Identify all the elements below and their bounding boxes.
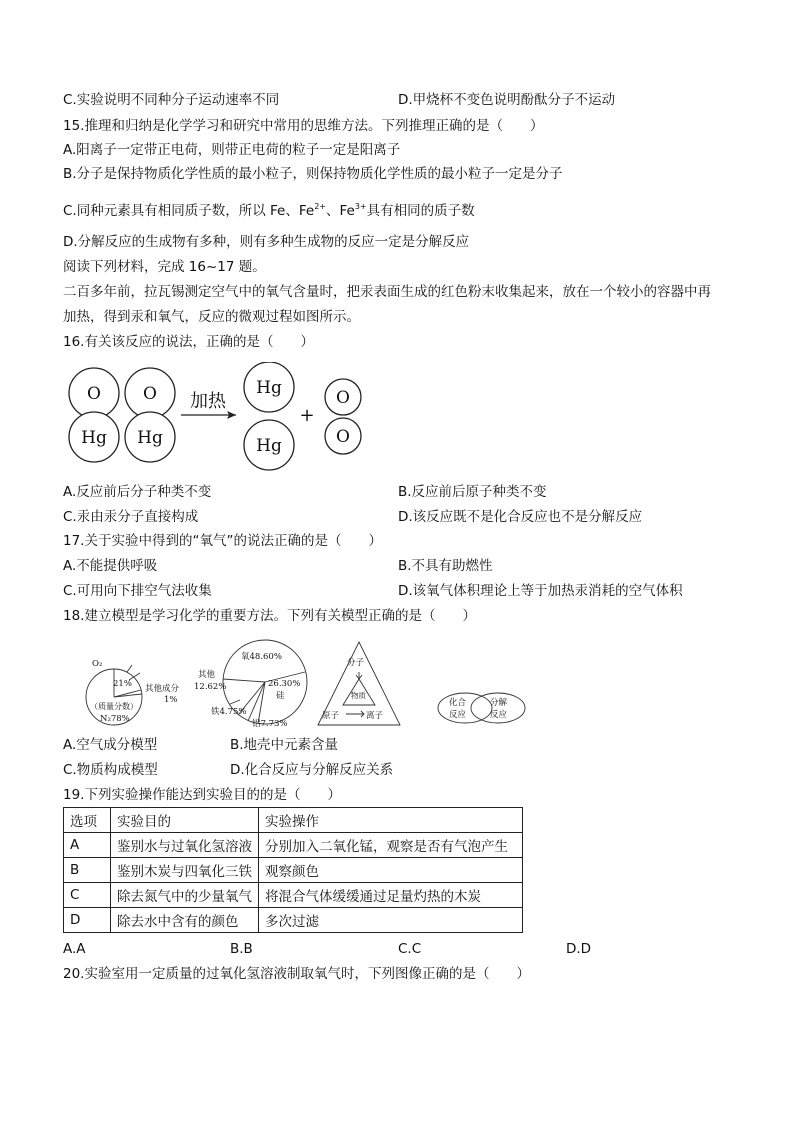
atom-o-2: O xyxy=(143,384,157,404)
q18-option-c: C.物质构成模型 xyxy=(63,762,158,778)
row-b-purpose: 鉴别木炭与四氧化三铁 xyxy=(111,858,259,883)
q18-model-figures xyxy=(80,632,530,734)
tri-atom: 原子 xyxy=(322,711,340,721)
air-other-label: 其他成分 xyxy=(145,684,180,694)
plus-sign: + xyxy=(299,405,315,426)
air-n2-label: N₂78% xyxy=(100,714,130,724)
q14-option-d: D.甲烧杯不变色说明酚酞分子不运动 xyxy=(398,92,616,108)
table-row xyxy=(64,833,523,858)
q19-stem: 19.下列实验操作能达到实验目的的是（ ） xyxy=(63,787,341,803)
q14-option-c: C.实验说明不同种分子运动速率不同 xyxy=(63,92,280,108)
row-b-operation: 观察颜色 xyxy=(259,858,523,883)
q15-option-a: A.阳离子一定带正电荷，则带正电荷的粒子一定是阳离子 xyxy=(63,142,401,158)
row-a-operation: 分别加入二氧化锰，观察是否有气泡产生 xyxy=(259,833,523,858)
table-row xyxy=(64,908,523,933)
q18-stem: 18.建立模型是学习化学的重要方法。下列有关模型正确的是（ ） xyxy=(63,608,476,624)
q17-option-d: D.该氧气体积理论上等于加热汞消耗的空气体积 xyxy=(398,583,683,599)
q19-option-a: A.A xyxy=(63,941,86,957)
atom-hg-3: Hg xyxy=(256,378,282,398)
atom-o-4: O xyxy=(336,427,350,447)
q17-option-a: A.不能提供呼吸 xyxy=(63,558,158,574)
row-d-option: D xyxy=(64,908,111,933)
table-row xyxy=(64,858,523,883)
material-intro: 阅读下列材料，完成 16~17 题。 xyxy=(63,259,266,275)
q16-option-d: D.该反应既不是化合反应也不是分解反应 xyxy=(398,509,643,525)
q19-option-c: C.C xyxy=(398,941,422,957)
q17-option-c: C.可用向下排空气法收集 xyxy=(63,583,212,599)
row-c-option: C xyxy=(64,883,111,908)
venn-decomposition-text1: 分解 xyxy=(490,698,508,708)
row-a-purpose: 鉴别水与过氧化氢溶液 xyxy=(111,833,259,858)
atom-o-3: O xyxy=(336,388,350,408)
tri-substance: 物质 xyxy=(351,691,366,700)
row-c-purpose: 除去氮气中的少量氧气 xyxy=(111,883,259,908)
venn-decomposition-text2: 反应 xyxy=(490,710,508,720)
air-o2-label: O₂ xyxy=(92,659,103,669)
atom-hg-1: Hg xyxy=(81,428,107,448)
q16-stem: 16.有关该反应的说法，正确的是（ ） xyxy=(63,334,314,350)
q19-option-b: B.B xyxy=(230,941,253,957)
crust-other-label: 其他 xyxy=(198,670,216,680)
header-operation: 实验操作 xyxy=(259,808,523,833)
q15-fe3-charge: 3+ xyxy=(354,202,367,211)
atom-hg-2: Hg xyxy=(137,428,163,448)
crust-fe-label: 铁4.75% xyxy=(211,707,247,717)
header-option: 选项 xyxy=(64,808,111,833)
q15-option-c-text1: C.同种元素具有相同质子数，所以 Fe、Fe xyxy=(63,203,315,219)
q15-option-d: D.分解反应的生成物有多种，则有多种生成物的反应一定是分解反应 xyxy=(63,234,470,250)
table-row xyxy=(64,883,523,908)
material-line-1: 二百多年前，拉瓦锡测定空气中的氧气含量时，把汞表面生成的红色粉末收集起来，放在一个较小的容器中再 xyxy=(63,284,711,300)
crust-oxygen-label: 氧48.60% xyxy=(241,652,282,662)
q15-option-c-text3: 具有相同的质子数 xyxy=(366,203,475,219)
q15-option-b: B.分子是保持物质化学性质的最小粒子，则保持物质化学性质的最小粒子一定是分子 xyxy=(63,166,563,182)
q15-stem: 15.推理和归纳是化学学习和研究中常用的思维方法。下列推理正确的是（ ） xyxy=(63,118,544,134)
q18-option-a: A.空气成分模型 xyxy=(63,737,158,753)
q17-stem: 17.关于实验中得到的“氧气”的说法正确的是（ ） xyxy=(63,533,382,549)
table-header-row xyxy=(64,808,523,833)
q15-fe2-charge: 2+ xyxy=(314,202,326,211)
tri-molecule: 分子 xyxy=(347,658,365,668)
crust-si-label: 硅 xyxy=(276,691,285,701)
q18-option-d: D.化合反应与分解反应关系 xyxy=(230,762,394,778)
row-d-purpose: 除去水中含有的颜色 xyxy=(111,908,259,933)
experiment-table xyxy=(63,807,523,933)
q16-option-c: C.汞由汞分子直接构成 xyxy=(63,509,199,525)
crust-al-label: 铝7.73% xyxy=(252,719,288,729)
row-d-operation: 多次过滤 xyxy=(259,908,523,933)
air-other-percent: 1% xyxy=(164,695,178,705)
q16-option-a: A.反应前后分子种类不变 xyxy=(63,484,212,500)
q15-option-c-text2: 、Fe xyxy=(325,203,355,219)
air-o2-percent: 21% xyxy=(113,679,132,689)
q16-option-b: B.反应前后原子种类不变 xyxy=(398,484,547,500)
q18-option-b: B.地壳中元素含量 xyxy=(230,737,339,753)
tri-ion: 离子 xyxy=(366,711,384,721)
header-purpose: 实验目的 xyxy=(111,808,259,833)
crust-other-percent: 12.62% xyxy=(194,682,227,692)
q20-stem: 20.实验室用一定质量的过氧化氢溶液制取氧气时，下列图像正确的是（ ） xyxy=(63,966,530,982)
air-mass-fraction: （质量分数） xyxy=(90,702,138,711)
row-b-option: B xyxy=(64,858,111,883)
q15-option-c xyxy=(63,202,475,220)
reaction-diagram xyxy=(60,362,370,474)
heat-label: 加热 xyxy=(190,391,226,412)
q17-option-b: B.不具有助燃性 xyxy=(398,558,493,574)
q19-option-d: D.D xyxy=(566,941,592,957)
material-line-2: 加热，得到汞和氧气，反应的微观过程如图所示。 xyxy=(63,309,360,325)
atom-hg-4: Hg xyxy=(256,436,282,456)
venn-combination-text2: 反应 xyxy=(449,710,467,720)
venn-combination-text1: 化合 xyxy=(449,698,467,708)
row-a-option: A xyxy=(64,833,111,858)
crust-si-percent: 26.30% xyxy=(268,679,301,689)
atom-o-1: O xyxy=(87,384,101,404)
row-c-operation: 将混合气体缓缓通过足量灼热的木炭 xyxy=(259,883,523,908)
